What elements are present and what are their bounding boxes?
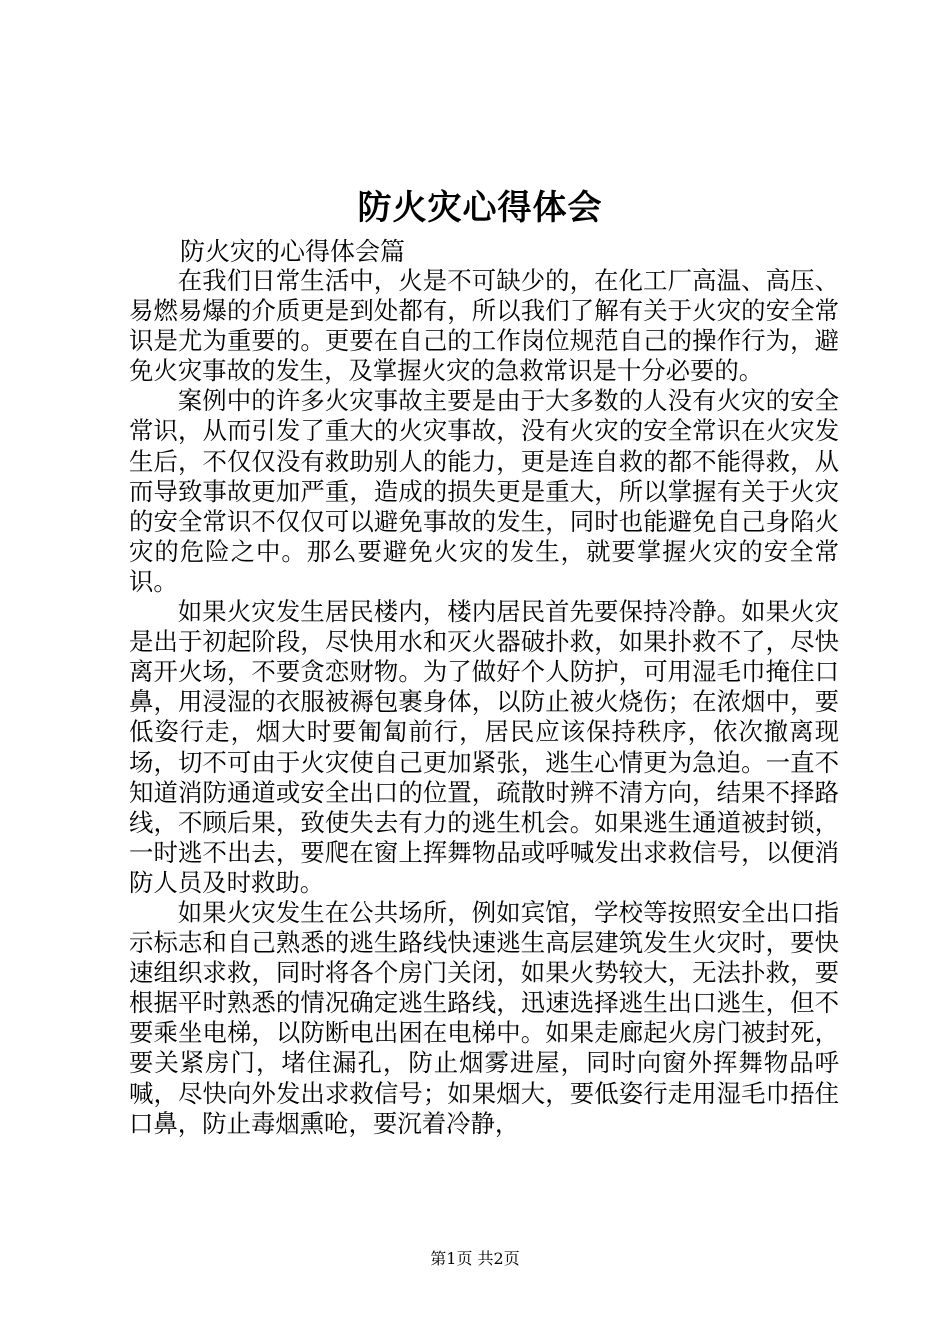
paragraph-3: 如果火灾发生居民楼内，楼内居民首先要保持冷静。如果火灾是出于初起阶段，尽快用水和灭火器破扑救，如果扑救不了，尽快离开火场，不要贪恋财物。为了做好个人防护，可用湿毛巾掩住口鼻，用浸湿的衣服被褥包裹身体，以防止被火烧伤；在浓烟中，要低姿行走，烟大时要匍匐前行，居民应该保持秩序，依次撤离现场，切不可由于火灾使自己更加紧张，逃生心情更为急迫。一直不知道消防通道或安全出口的位置，疏散时辨不清方向，结果不择路线，不顾后果，致使失去有力的逃生机会。如果逃生通道被封锁，一时逃不出去，要爬在窗上挥舞物品或呼喊发出求救信号，以便消防人员及时救助。 [129,597,839,897]
document-subtitle: 防火灾的心得体会篇 [180,237,406,266]
document-title: 防火灾心得体会 [357,188,603,228]
paragraph-2: 案例中的许多火灾事故主要是由于大多数的人没有火灾的安全常识，从而引发了重大的火灾事故，没有火灾的安全常识在火灾发生后，不仅仅没有救助别人的能力，更是连自救的都不能得救，从而导致事故更加严重，造成的损失更是重大，所以掌握有关于火灾的安全常识不仅仅可以避免事故的发生，同时也能避免自己身陷火灾的危险之中。那么要避免火灾的发生，就要掌握火灾的安全常识。 [129,386,839,596]
paragraph-1: 在我们日常生活中，火是不可缺少的，在化工厂高温、高压、易燃易爆的介质更是到处都有，所以我们了解有关于火灾的安全常识是尤为重要的。更要在自己的工作岗位规范自己的操作行为，避免火灾事故的发生，及掌握火灾的急救常识是十分必要的。 [129,266,839,386]
page-footer: 第1页 共2页 [430,1249,520,1268]
document-body [129,266,839,1139]
paragraph-4: 如果火灾发生在公共场所，例如宾馆，学校等按照安全出口指示标志和自己熟悉的逃生路线快速逃生高层建筑发生火灾时，要快速组织求救，同时将各个房门关闭，如果火势较大，无法扑救，要根据平时熟悉的情况确定逃生路线，迅速选择逃生出口逃生，但不要乘坐电梯，以防断电出困在电梯中。如果走廊起火房门被封死，要关紧房门，堵住漏孔，防止烟雾进屋，同时向窗外挥舞物品呼喊，尽快向外发出求救信号；如果烟大，要低姿行走用湿毛巾捂住口鼻，防止毒烟熏呛，要沉着冷静， [129,897,839,1138]
